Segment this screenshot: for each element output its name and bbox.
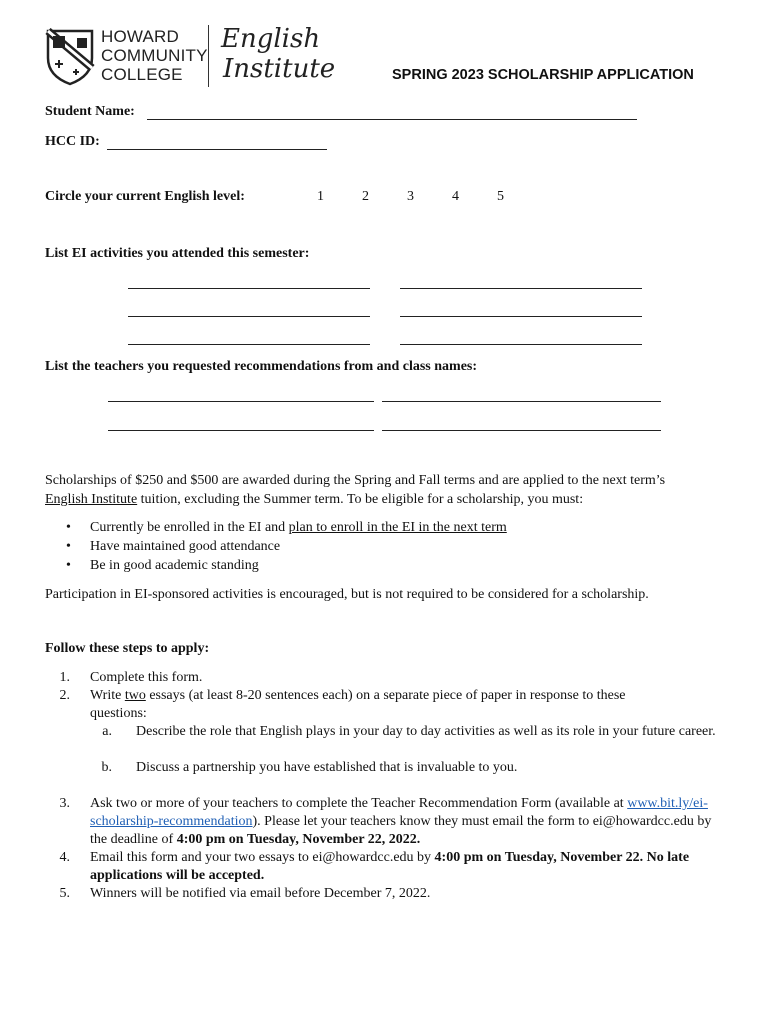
deadline-text: 4:00 pm on Tuesday, November 22, 2022. [176,832,421,847]
college-name-line: COLLEGE [101,65,183,84]
substep-letter: b. [101,760,112,775]
header-divider [208,25,209,87]
substep-letter: a. [102,724,112,739]
step-number: 1. [59,670,70,685]
substep-text: Discuss a partnership you have established that is invaluable to you. [136,760,518,775]
recommendation-form-link[interactable]: www.bit.ly/ei-scholarship-recommendation [90,796,708,829]
english-level-option-5[interactable]: 5 [497,189,504,204]
substep-text: Describe the role that English plays in your day to day activities as well as its role in your future career. [136,724,716,739]
english-level-option-2[interactable]: 2 [362,189,369,204]
step-text: Complete this form. [90,670,203,685]
step-text [50,849,725,885]
institute-name-line: English [221,24,321,54]
student-name-label: Student Name: [45,104,135,119]
intro-text: tuition, excluding the Summer term. To be eligible for a scholarship, you must: [137,492,584,507]
substep-item [50,759,730,777]
step-text: Winners will be notified via email before December 7, 2022. [90,886,431,901]
step-text [50,687,680,723]
requirement-text: Have maintained good attendance [90,539,281,554]
college-shield-logo [45,28,95,86]
class-name-field[interactable] [382,401,661,402]
activities-label: List EI activities you attended this semester: [45,246,310,261]
requirement-text: Currently be enrolled in the EI and [90,520,289,535]
step-item [50,795,730,849]
intro-institute-name: English Institute [45,492,138,507]
substep-item [50,723,730,741]
step-item [50,885,730,903]
english-level-option-3[interactable]: 3 [407,189,414,204]
step-item [50,669,730,687]
english-level-option-4[interactable]: 4 [452,189,459,204]
activity-field[interactable] [400,316,642,317]
requirement-item [66,518,746,537]
bullet-icon: • [66,558,71,573]
college-name-line: HOWARD [101,27,180,46]
step-text-part: Email this form and your two essays to ei@howardcc.edu by [90,850,435,865]
step-text-part: Ask two or more of your teachers to complete the Teacher Recommendation Form (available at [90,796,628,811]
step-item [50,849,730,885]
form-title: SPRING 2023 SCHOLARSHIP APPLICATION [392,67,694,83]
teacher-field[interactable] [108,430,374,431]
college-name [101,27,208,84]
class-name-field[interactable] [382,430,661,431]
activity-field[interactable] [128,288,370,289]
steps-heading: Follow these steps to apply: [45,641,210,656]
step-number: 5. [59,886,70,901]
step-text-part: ). Please let your teachers know they must email the form to ei@howardcc.edu by the deadline of [90,814,712,847]
requirement-text: plan to enroll in the EI in the next term [288,520,507,535]
step-number: 4. [59,850,70,865]
activity-field[interactable] [128,344,370,345]
step-number: 3. [59,796,70,811]
institute-name [221,24,335,84]
step-number: 2. [59,688,70,703]
english-level-option-1[interactable]: 1 [317,189,324,204]
activity-field[interactable] [128,316,370,317]
hcc-id-field[interactable] [107,149,327,150]
hcc-id-label: HCC ID: [45,134,100,149]
step-item [50,687,730,723]
step-text-part: Write [90,688,125,703]
step-text [50,795,725,849]
requirement-item [66,556,746,575]
english-level-label: Circle your current English level: [45,189,245,204]
requirement-text: Be in good academic standing [90,558,259,573]
bullet-icon: • [66,539,71,554]
step-text-part: two [124,688,146,703]
institute-name-line: Institute [223,54,336,84]
scholarship-intro [45,471,735,509]
activity-field[interactable] [400,288,642,289]
teacher-field[interactable] [108,401,374,402]
bullet-icon: • [66,520,71,535]
activity-field[interactable] [400,344,642,345]
student-name-field[interactable] [147,119,637,120]
teachers-label: List the teachers you requested recommendations from and class names: [45,359,478,374]
intro-text: Scholarships of $250 and $500 are awarded during the Spring and Fall terms and are applied to the next term’s [45,473,666,488]
college-name-line: COMMUNITY [101,46,208,65]
deadline-text: 4:00 pm on Tuesday, November 22. No late applications will be accepted. [90,850,690,883]
requirement-item [66,537,746,556]
participation-note: Participation in EI-sponsored activities is encouraged, but is not required to be considered for a scholarship. [45,587,649,602]
step-text-part: essays (at least 8-20 sentences each) on a separate piece of paper in response to these questions: [90,688,626,721]
